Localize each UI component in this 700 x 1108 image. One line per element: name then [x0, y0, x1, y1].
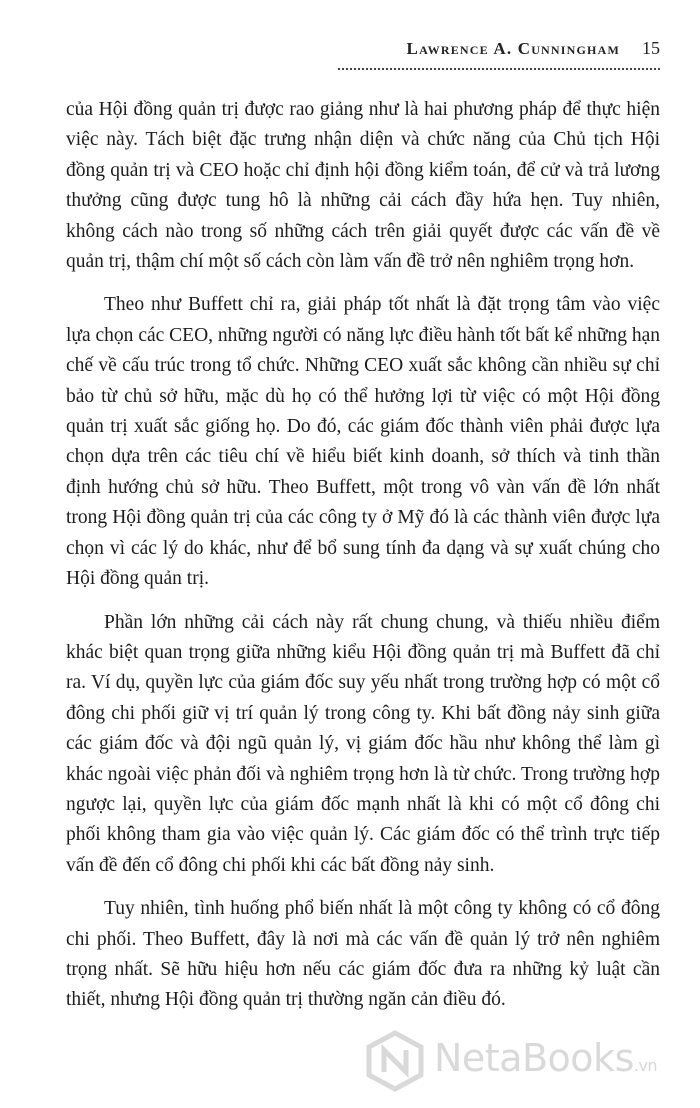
running-header: [300, 38, 660, 66]
watermark-brand: NetaBooks: [434, 1036, 634, 1080]
netabooks-logo-icon: [364, 1030, 426, 1092]
header-dotted-rule: [338, 68, 660, 70]
paragraph-1: của Hội đồng quản trị được rao giảng như là hai phương pháp để thực hiện việc này. Tách biệt đặc trưng nhận diện và chức năng của Chủ tịch Hội đồng quản trị và CEO hoặc chỉ định hội đồng kiểm toán, để cử và trả lương thưởng cũng được tung hô là những cải cách đầy hứa hẹn. Tuy nhiên, không cách nào trong số những cách trên giải quyết được các vấn đề về quản trị, thậm chí một số cách còn làm vấn đề trở nên nghiêm trọng hơn.: [66, 99, 660, 273]
paragraph-3: Phần lớn những cải cách này rất chung chung, và thiếu nhiều điểm khác biệt quan trọng giữa những kiểu Hội đồng quản trị mà Buffett đã chỉ ra. Ví dụ, quyền lực của giám đốc suy yếu nhất trong trường hợp có một cổ đông chi phối giữ vị trí quản lý trong công ty. Khi bất đồng nảy sinh giữa các giám đốc và đội ngũ quản lý, vị giám đốc hầu như không thể làm gì khác ngoài việc phản đối và nghiêm trọng hơn là từ chức. Trong trường hợp ngược lại, quyền lực của giám đốc mạnh nhất là khi có một cổ đông chi phối không tham gia vào việc quản lý. Các giám đốc có thể trình trực tiếp vấn đề đến cổ đông chi phối khi các bất đồng nảy sinh.: [66, 611, 660, 876]
watermark-suffix: .vn: [633, 1056, 658, 1075]
paragraph-2: Theo như Buffett chỉ ra, giải pháp tốt nhất là đặt trọng tâm vào việc lựa chọn các CEO, những người có năng lực điều hành tốt bất kể những hạn chế về cấu trúc trong tổ chức. Những CEO xuất sắc không cần nhiều sự chỉ bảo từ chủ sở hữu, mặc dù họ có thể hưởng lợi từ việc có một Hội đồng quản trị xuất sắc giống họ. Do đó, các giám đốc thành viên phải được lựa chọn dựa trên các tiêu chí về hiểu biết kinh doanh, sở thích và tinh thần định hướng chủ sở hữu. Theo Buffett, một trong vô vàn vấn đề lớn nhất trong Hội đồng quản trị của các công ty ở Mỹ đó là các thành viên được lựa chọn vì các lý do khác, như để bổ sung tính đa dạng và sự xuất chúng cho Hội đồng quản trị.: [66, 294, 660, 590]
page-number: 15: [642, 38, 660, 58]
watermark: [364, 1030, 694, 1094]
body-text: [66, 95, 660, 1029]
header-author: Lawrence A. Cunningham: [406, 39, 620, 58]
watermark-text: [434, 1036, 657, 1080]
paragraph-4: Tuy nhiên, tình huống phổ biến nhất là một công ty không có cổ đông chi phối. Theo Buffett, đây là nơi mà các vấn đề quản lý trở nên nghiêm trọng nhất. Sẽ hữu hiệu hơn nếu các giám đốc đưa ra những kỷ luật cần thiết, nhưng Hội đồng quản trị thường ngăn cản điều đó.: [66, 898, 660, 1011]
